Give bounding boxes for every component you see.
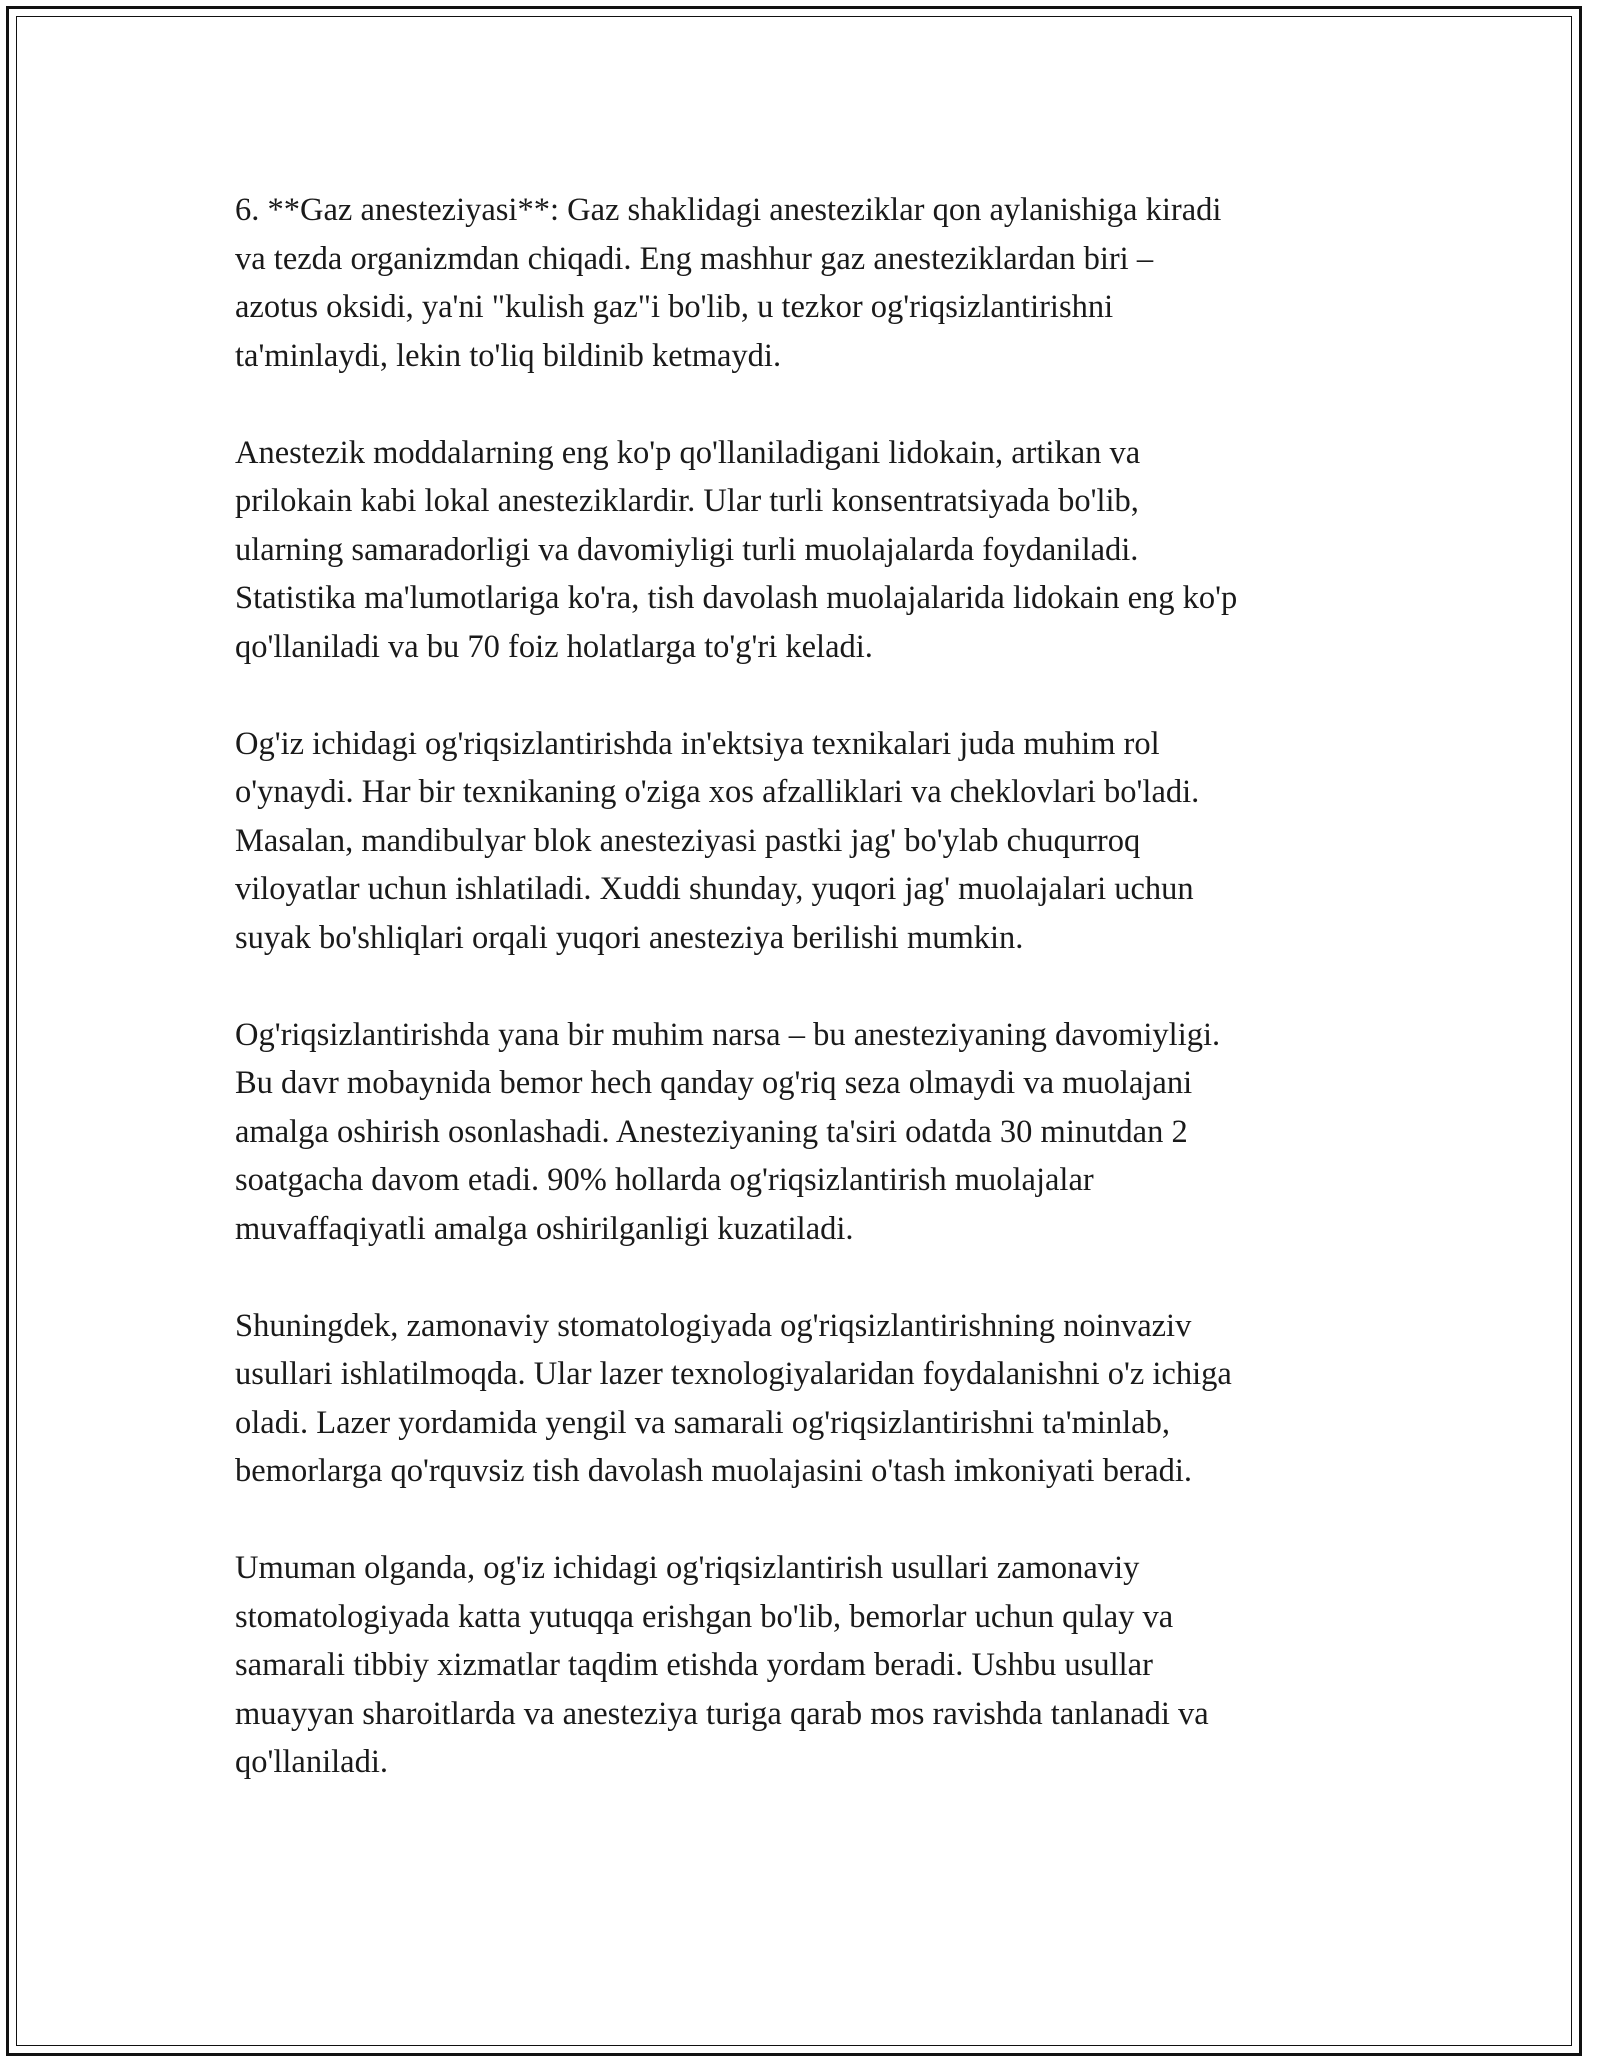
paragraph-anesthetic-substances: Anestezik moddalarning eng ko'p qo'llaniladigani lidokain, artikan va prilokain kabi lokal anesteziklardir. Ular turli konsentratsiyada bo'lib, ularning samaradorligi va davomiyligi turli muolajalarda foydaniladi. Statistika ma'lumotlariga ko'ra, tish davolash muolajalarida lidokain eng ko'p qo'llaniladi va bu 70 foiz holatlarga to'g'ri keladi. (235, 434, 1238, 665)
paragraph-gas-anesthesia: 6. **Gaz anesteziyasi**: Gaz shaklidagi anesteziklar qon aylanishiga kiradi va tezda organizmdan chiqadi. Eng mashhur gaz anesteziklardan biri – azotus oksidi, ya'ni "kulish gaz"i bo'lib, u tezkor og'riqsizlantirishni ta'minlaydi, lekin to'liq bildinib ketmaydi. (235, 192, 1222, 374)
paragraph-noninvasive-methods: Shuningdek, zamonaviy stomatologiyada og'riqsizlantirishning noinvaziv usullari ishlatilmoqda. Ular lazer texnologiyalaridan foydalanishni o'z ichiga oladi. Lazer yordamida yengil va samarali og'riqsizlantirishni ta'minlab, bemorlarga qo'rquvsiz tish davolash muolajasini o'tash imkoniyati beradi. (235, 1307, 1232, 1489)
paragraph-injection-techniques: Og'iz ichidagi og'riqsizlantirishda in'ektsiya texnikalari juda muhim rol o'ynaydi. Har bir texnikaning o'ziga xos afzalliklari va cheklovlari bo'ladi. Masalan, mandibulyar blok anesteziyasi pastki jag' bo'ylab chuqurroq viloyatlar uchun ishlatiladi. Xuddi shunday, yuqori jag' muolajalari uchun suyak bo'shliqlari orqali yuqori anesteziya berilishi mumkin. (235, 725, 1200, 956)
document-body (235, 186, 1395, 1835)
paragraph-conclusion: Umuman olganda, og'iz ichidagi og'riqsizlantirish usullari zamonaviy stomatologiyada katta yutuqqa erishgan bo'lib, bemorlar uchun qulay va samarali tibbiy xizmatlar taqdim etishda yordam beradi. Ushbu usullar muayyan sharoitlarda va anesteziya turiga qarab mos ravishda tanlanadi va qo'llaniladi. (235, 1550, 1209, 1780)
paragraph-anesthesia-duration: Og'riqsizlantirishda yana bir muhim narsa – bu anesteziyaning davomiyligi. Bu davr mobaynida bemor hech qanday og'riq seza olmaydi va muolajani amalga oshirish osonlashadi. Anesteziyaning ta'siri odatda 30 minutdan 2 soatgacha davom etadi. 90% hollarda og'riqsizlantirish muolajalar muvaffaqiyatli amalga oshirilganligi kuzatiladi. (235, 1016, 1221, 1247)
